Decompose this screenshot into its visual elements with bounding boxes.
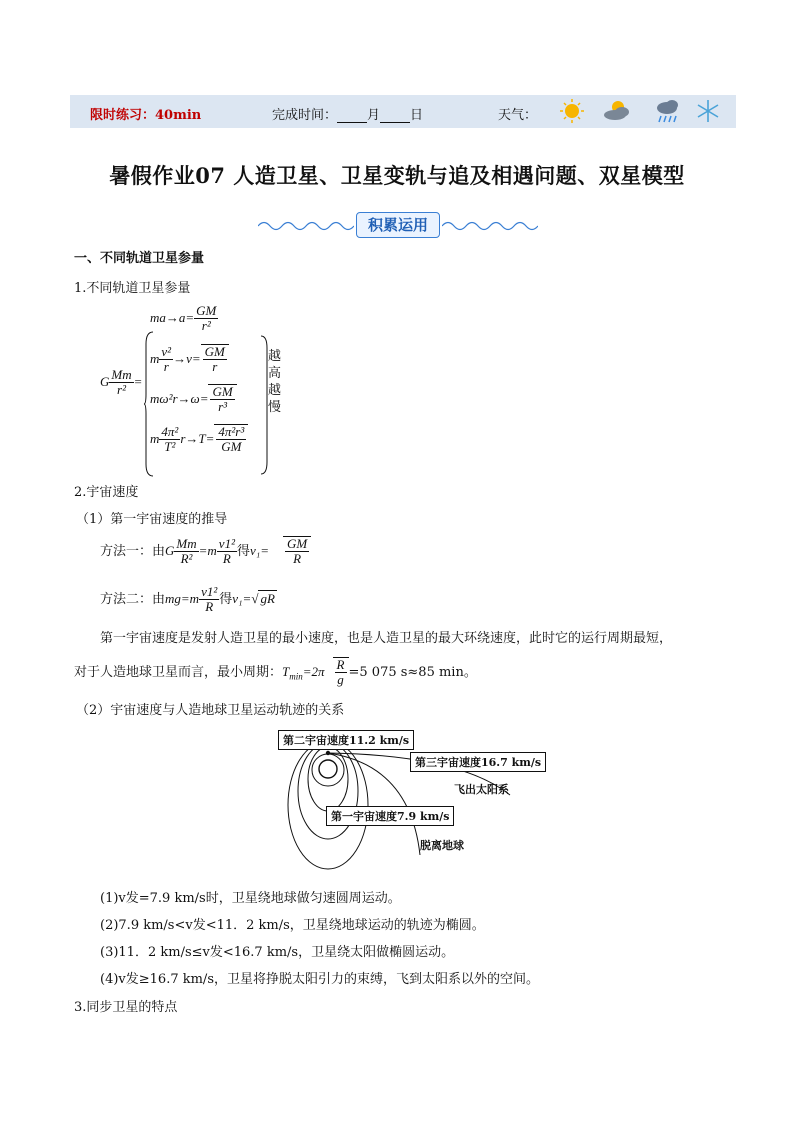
acceleration-formula: ma→a= $\frac{GM}{\text{r²}}$ <box>150 303 217 334</box>
velocity-formula: m $\frac{\text{v²}}{r}$ →v= $\frac{GM}{r}$ <box>150 344 229 375</box>
sub2: （2）宇宙速度与人造地球卫星运动轨迹的关系 <box>76 703 345 718</box>
rain-icon <box>657 100 678 122</box>
weather-label: 天气： <box>498 108 538 123</box>
launch-point <box>326 751 330 755</box>
list-item: (2)7.9 km/s<v发<11．2 km/s，卫星绕地球运动的轨迹为椭圆。 <box>100 918 485 933</box>
section-badge: 积累运用 <box>356 212 440 238</box>
list-item: (1)v发=7.9 km/s时，卫星绕地球做匀速圆周运动。 <box>100 891 401 906</box>
method2: 方法二：由mg=m $\frac{\text{v1²}}{R}$ 得v₁=√ gR <box>100 584 275 615</box>
list-item: (3)11．2 km/s≤v发<16.7 km/s，卫星绕太阳做椭圆运动。 <box>100 945 455 960</box>
page-title: 暑假作业07 人造卫星、卫星变轨与追及相遇问题、双星模型 <box>109 163 685 188</box>
item1: 1.不同轨道卫星参量 <box>74 281 191 296</box>
partly-cloudy-icon <box>604 101 629 120</box>
label-fly-out: 飞出太阳系 <box>454 783 509 796</box>
label-first-velocity: 第一宇宙速度7.9 km/s <box>326 806 454 826</box>
escape-earth-trajectory <box>328 753 420 855</box>
weather-icons <box>560 97 730 127</box>
sun-icon <box>560 99 584 123</box>
label-second-velocity: 第二宇宙速度11.2 km/s <box>278 730 414 750</box>
paragraph-first-speed: 第一宇宙速度是发射人造卫星的最小速度，也是人造卫星的最大环绕速度，此时它的运行周期最短， <box>100 631 673 646</box>
paragraph-min-period: 对于人造地球卫星而言，最小周期：$T_{min}=2\pi$ $\frac{R}{g}$ =5 075 s≈85 min。 <box>74 657 477 688</box>
orbit-ellipse-3 <box>308 747 348 811</box>
cosmic-velocity-diagram <box>270 725 560 875</box>
label-escape-earth: 脱离地球 <box>420 839 464 852</box>
section1-heading: 一、不同轨道卫星参量 <box>74 251 205 266</box>
item2: 2.宇宙速度 <box>74 485 139 500</box>
side-note: 越 高 越 慢 <box>268 349 282 415</box>
earth <box>319 760 337 778</box>
label-third-velocity: 第三宇宙速度16.7 km/s <box>410 752 546 772</box>
angular-velocity-formula: mω²r→ω= $\frac{GM}{\text{r³}}$ <box>150 384 237 415</box>
right-wave-decoration <box>442 219 538 233</box>
snowflake-icon <box>698 100 718 122</box>
sub1: （1）第一宇宙速度的推导 <box>76 512 228 527</box>
time-limit: 限时练习：40min <box>90 108 202 123</box>
header-banner <box>70 95 736 128</box>
left-wave-decoration <box>258 219 354 233</box>
period-formula: m $\frac{\text{4π²}}{\text{T²}}$ r→T= $\frac{\text{4π²r³}}{GM}$ <box>150 424 248 455</box>
list-item: (4)v发≥16.7 km/s，卫星将挣脱太阳引力的束缚，飞到太阳系以外的空间。 <box>100 972 539 987</box>
completion-time: 完成时间： 月 日 <box>272 108 424 123</box>
item3: 3.同步卫星的特点 <box>74 1000 178 1015</box>
gravity-formula: G $\frac{Mm}{\text{r²}}$ = <box>100 367 143 398</box>
method1: 方法一：由G $\frac{Mm}{\text{R²}}$ =m $\frac{\text{v1²}}{R}$ 得v₁= $\frac{GM}{R}$ <box>100 536 311 567</box>
orbital-formula-block <box>100 300 300 480</box>
